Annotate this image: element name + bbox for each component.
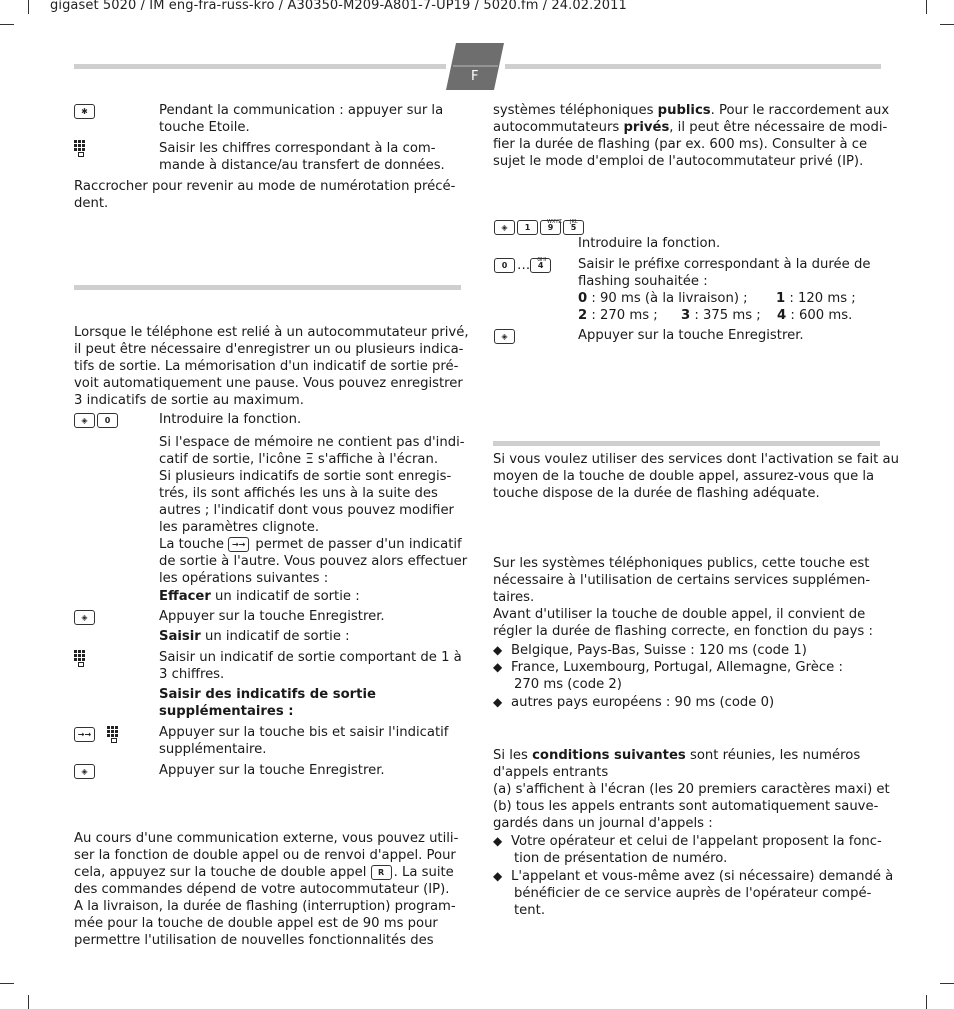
redial-key-icon: →→ (228, 537, 249, 552)
list-item: ◆ L'appelant et vous-même avez (si nécessaire) demandé à (493, 869, 894, 884)
top-rule-right (505, 64, 881, 69)
list-item: ◆ Votre opérateur et celui de l'appelant proposent la fonc- (493, 834, 882, 849)
list-item: ◆ France, Luxembourg, Portugal, Allemagne, Grèce : (493, 660, 843, 675)
crop-mark (0, 24, 14, 25)
top-rule-left (74, 64, 446, 69)
intro-function-label: Introduire la fonction. (578, 236, 721, 251)
crop-mark (926, 0, 927, 14)
save-key-zero-key-icon: ◈ 0 (74, 412, 120, 429)
redial-key-keypad-icon: →→ (74, 726, 121, 743)
paragraph-access-codes: Lorsque le téléphone est relié à un autocommutateur privé, il peut être nécessaire d'enregistrer un ou plusieurs indica- tifs de sortie. La mémorisation d'un indicatif de sortie pré- voit automatiquement une pause. Vous pouvez enregistrer 3 indicatifs de sortie au maximum. (74, 325, 469, 408)
bullet-icon: ◆ (493, 869, 503, 883)
crop-mark (0, 983, 14, 984)
press-save-label: Appuyer sur la touche Enregistrer. (159, 763, 385, 778)
keypad-icon (74, 140, 88, 157)
paragraph-public-systems: systèmes téléphoniques publics. Pour le raccordement aux autocommutateurs privés, il peut être nécessaire de modi- fier la durée de flashing (par ex. 600 ms). Consulter à ce sujet le mode d'emploi de l'autocommutateur privé (IP). (493, 103, 890, 169)
saisir-instruction: Saisir un indicatif de sortie comportant de 1 à 3 chiffres. (159, 650, 462, 682)
intro-function-label: Introduire la fonction. (159, 412, 302, 427)
saisir-sup-heading: Saisir des indicatifs de sortie supplémentaires : (159, 687, 376, 719)
code-0: 0 : 90 ms (à la livraison) ; (578, 291, 748, 306)
section-rule (493, 441, 880, 446)
crop-mark (28, 0, 29, 14)
bullet-icon: ◆ (493, 643, 503, 657)
effacer-heading: Effacer un indicatif de sortie : (159, 589, 360, 604)
star-key-icon: ✱ (74, 103, 97, 120)
zero-to-four-keys-icon: 0 … GHI 4 (494, 257, 553, 274)
r-key-icon: R (371, 865, 392, 880)
press-save-label: Appuyer sur la touche Enregistrer. (578, 328, 804, 343)
section-rule (74, 285, 461, 290)
crop-mark (940, 24, 954, 25)
document-header: gigaset 5020 / IM eng-fra-russ-kro / A30350-M209-A801-7-UP19 / 5020.fm / 24.02.2011 (50, 0, 627, 13)
access-code-icon: Ξ (305, 452, 314, 467)
code-3: 3 : 375 ms ; (681, 308, 761, 323)
crop-mark (926, 995, 927, 1009)
instruction-digits: Saisir les chiffres correspondant à la com- mande à distance/au transfert de données. (159, 141, 445, 173)
code-4: 4 : 600 ms. (777, 308, 853, 323)
crop-mark (28, 995, 29, 1009)
save-key-icon: ◈ (74, 763, 97, 780)
instruction-star: Pendant la communication : appuyer sur la touche Etoile. (159, 103, 444, 135)
paragraph-services: Si vous voulez utiliser des services dont l'activation se fait au moyen de la touche de double appel, assurez-vous que la touche dispose de la durée de flashing adéquate. (493, 452, 899, 501)
bis-instruction: Appuyer sur la touche bis et saisir l'indicatif supplémentaire. (159, 725, 449, 757)
save-key-icon: ◈ (74, 609, 97, 626)
paragraph-flash-country: Sur les systèmes téléphoniques publics, cette touche est nécessaire à l'utilisation de certains services supplémen- taires. Avant d'utiliser la touche de double appel, il convient de régler la durée de flashing correcte, en fonction du pays : (493, 556, 873, 639)
conditions-list: ◆ Votre opérateur et celui de l'appelant proposent la fonc- tion de présentation de numéro. ◆ L'appelant et vous-même avez (si nécessaire) demandé à bénéficier de ce service auprès de l'opérateur compé- tent. (493, 834, 894, 918)
keypad-icon (74, 650, 88, 667)
bullet-icon: ◆ (493, 660, 503, 674)
instruction-block: Si l'espace de mémoire ne contient pas d'indi- catif de sortie, l'icône Ξ s'affiche à l'écran. Si plusieurs indicatifs de sortie sont enregis- trés, ils sont affichés les uns à la suite des autres ; l'indicatif dont vous pouvez modifier les paramètres clignote. La touche →→ permet de passer d'un indicatif de sortie à l'autre. Vous pouvez alors effectuer les opérations suivantes : (159, 435, 468, 586)
press-save-label: Appuyer sur la touche Enregistrer. (159, 609, 385, 624)
paragraph-hangup: Raccrocher pour revenir au mode de numérotation précé- dent. (74, 179, 456, 211)
code-2: 2 : 270 ms ; (578, 308, 658, 323)
paragraph-caller-id: Si les conditions suivantes sont réunies, les numéros d'appels entrants (a) s'affichent à l'écran (les 20 premiers caractères maxi) et (b) tous les appels entrants sont automatiquement sauve- gardés dans un journal d'appels : (493, 748, 890, 831)
save-key-icon: ◈ (494, 328, 517, 345)
language-tab-label: F (471, 69, 479, 84)
key-sequence-icon: ◈ 1 WXYZ 9 JKL 5 (494, 219, 586, 236)
country-list: ◆ Belgique, Pays-Bas, Suisse : 120 ms (code 1) ◆ France, Luxembourg, Portugal, Allemagne, Grèce : 270 ms (code 2) ◆ autres pays européens : 90 ms (code 0) (493, 643, 843, 710)
prefix-instruction: Saisir le préfixe correspondant à la durée de flashing souhaitée : (578, 257, 871, 289)
bullet-icon: ◆ (493, 695, 503, 709)
paragraph-double-call: Au cours d'une communication externe, vous pouvez utili- ser la fonction de double appel ou de renvoi d'appel. Pour cela, appuyez sur la touche de double appel R . La suite des commandes dépend de votre autocommutateur (IP). A la livraison, la durée de flashing (interruption) program- mée pour la touche de double appel est de 90 ms pour permettre l'utilisation de nouvelles fonctionnalités des (74, 831, 459, 948)
saisir-heading: Saisir un indicatif de sortie : (159, 629, 350, 644)
code-1: 1 : 120 ms ; (776, 291, 856, 306)
list-item: ◆ Belgique, Pays-Bas, Suisse : 120 ms (code 1) (493, 643, 807, 658)
bullet-icon: ◆ (493, 834, 503, 848)
list-item: ◆ autres pays européens : 90 ms (code 0) (493, 695, 775, 710)
crop-mark (940, 983, 954, 984)
